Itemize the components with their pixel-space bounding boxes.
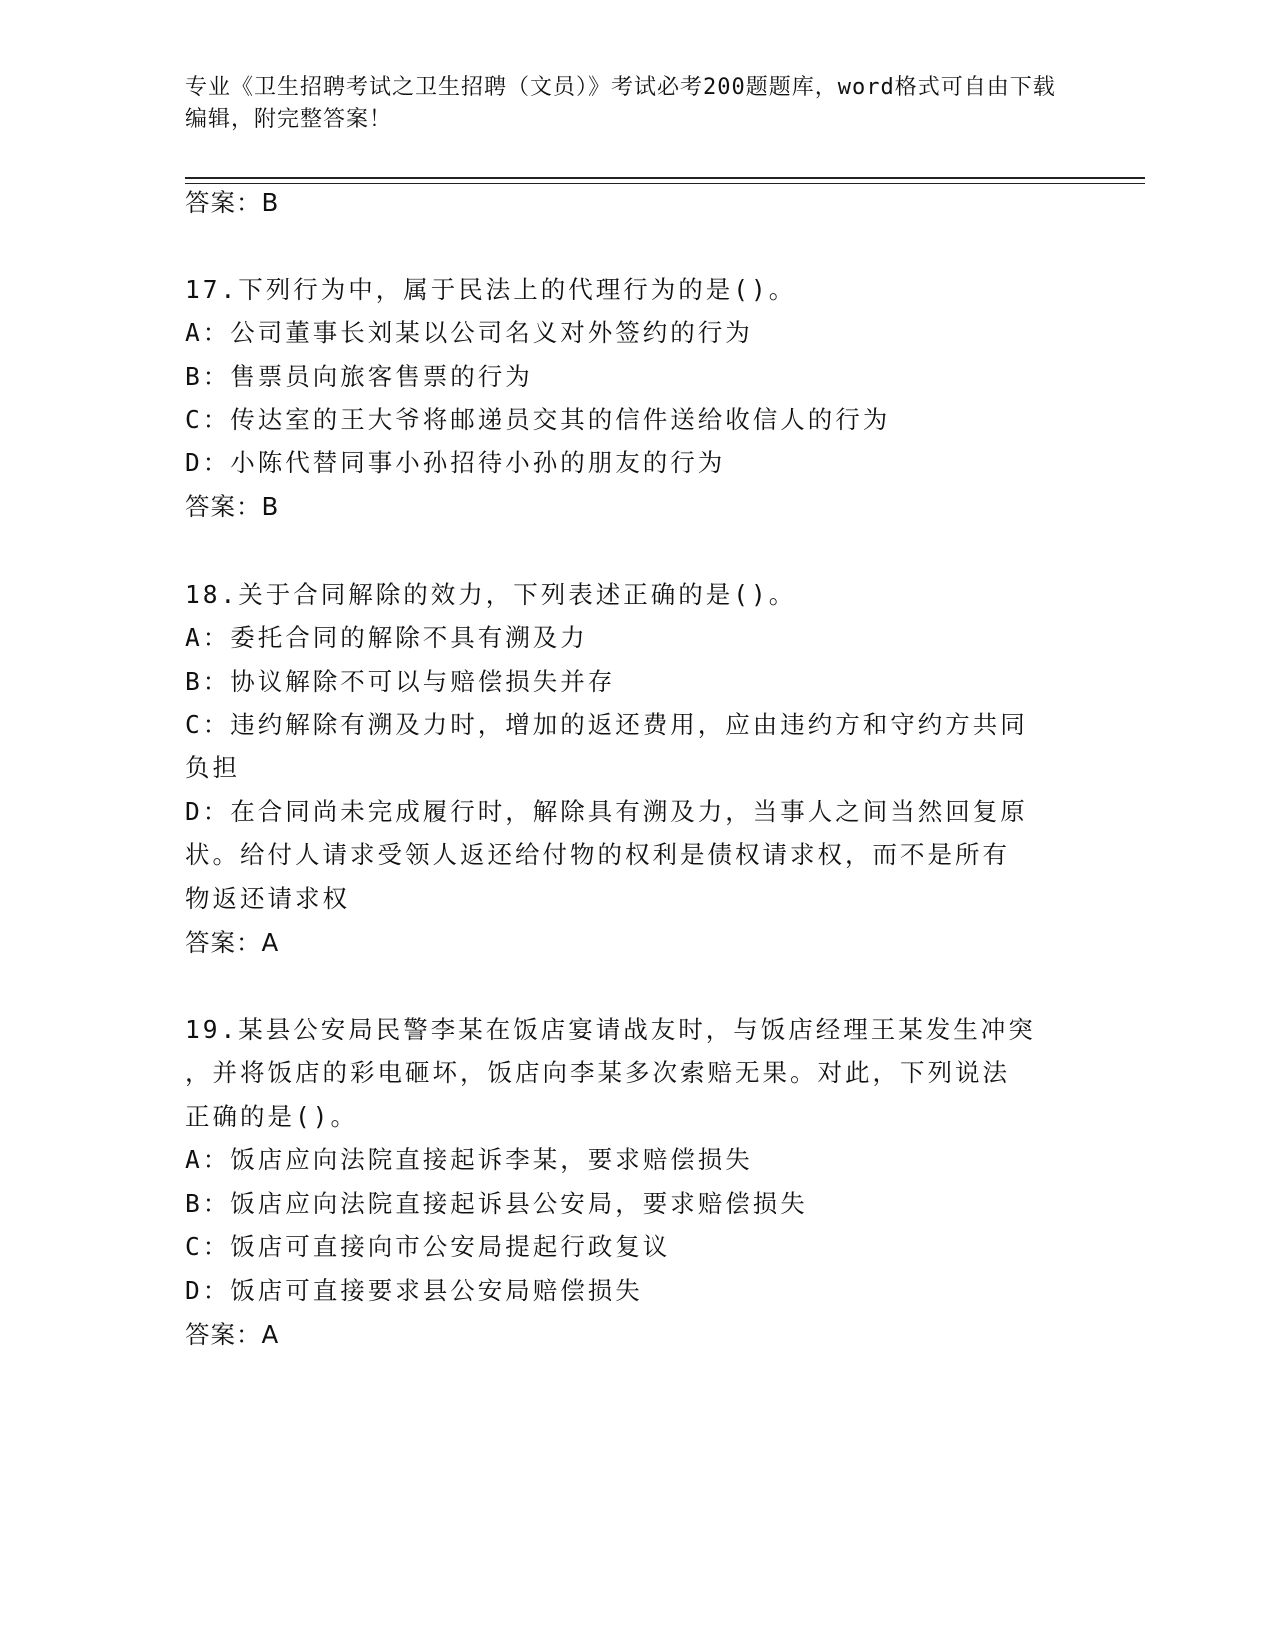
question-17-stem: 17.下列行为中，属于民法上的代理行为的是()。	[185, 275, 797, 304]
question-19-answer: 答案：A	[185, 1320, 280, 1349]
question-19-stem-line2: ，并将饭店的彩电砸坏，饭店向李某多次索赔无果。对此，下列说法	[185, 1058, 1010, 1087]
question-18-stem: 18.关于合同解除的效力，下列表述正确的是()。	[185, 580, 797, 609]
question-18-option-b: B：协议解除不可以与赔偿损失并存	[185, 667, 616, 696]
question-18-option-c-line1: C：违约解除有溯及力时，增加的返还费用，应由违约方和守约方共同	[185, 710, 1028, 739]
question-18-option-d-line3: 物返还请求权	[185, 884, 350, 913]
question-17-option-b: B：售票员向旅客售票的行为	[185, 362, 533, 391]
header-rule-thick	[185, 177, 1145, 179]
question-18-answer: 答案：A	[185, 928, 280, 957]
question-17-answer: 答案：B	[185, 492, 280, 521]
question-18-option-d-line2: 状。给付人请求受领人返还给付物的权利是债权请求权，而不是所有	[185, 840, 1010, 869]
question-18-option-d-line1: D：在合同尚未完成履行时，解除具有溯及力，当事人之间当然回复原	[185, 797, 1028, 826]
question-17-option-d: D：小陈代替同事小孙招待小孙的朋友的行为	[185, 448, 726, 477]
question-17-option-a: A：公司董事长刘某以公司名义对外签约的行为	[185, 318, 753, 347]
question-19-stem-line3: 正确的是()。	[185, 1102, 358, 1131]
question-18-option-a: A：委托合同的解除不具有溯及力	[185, 623, 588, 652]
header-rule-thin	[185, 183, 1145, 184]
document-header: 专业《卫生招聘考试之卫生招聘（文员）》考试必考200题题库，word格式可自由下载编辑，附完整答案！	[185, 75, 1056, 132]
question-18-option-c-line2: 负担	[185, 753, 240, 782]
question-19-option-c: C：饭店可直接向市公安局提起行政复议	[185, 1232, 671, 1261]
question-19-option-b: B：饭店应向法院直接起诉县公安局，要求赔偿损失	[185, 1189, 808, 1218]
question-19-option-d: D：饭店可直接要求县公安局赔偿损失	[185, 1276, 643, 1305]
question-19-option-a: A：饭店应向法院直接起诉李某，要求赔偿损失	[185, 1145, 753, 1174]
question-19-stem-line1: 19.某县公安局民警李某在饭店宴请战友时，与饭店经理王某发生冲突	[185, 1015, 1036, 1044]
previous-answer: 答案：B	[185, 188, 280, 217]
question-17-option-c: C：传达室的王大爷将邮递员交其的信件送给收信人的行为	[185, 405, 891, 434]
